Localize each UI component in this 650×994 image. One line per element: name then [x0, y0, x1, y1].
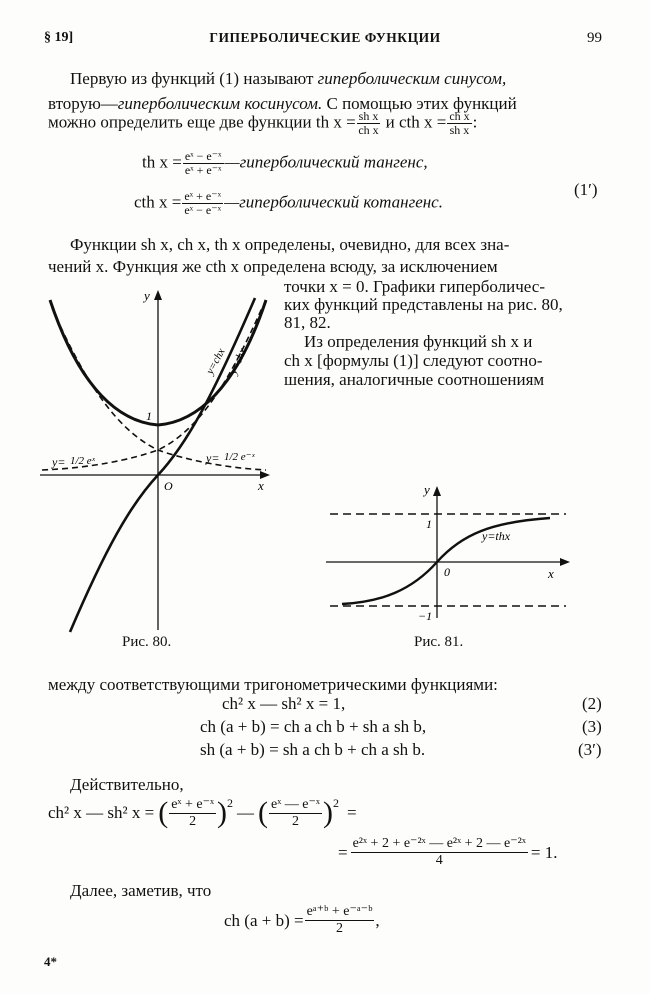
- figure-80: [30, 280, 270, 640]
- fig80-curve-half-exp: [42, 308, 262, 470]
- running-title: ГИПЕРБОЛИЧЕСКИЕ ФУНКЦИИ: [209, 30, 441, 45]
- proof-line-1: ch² x — sh² x = ( $\frac{\text{eˣ + e⁻ˣ}}{2}$ ) $^2$ — ( $\frac{\text{eˣ — e⁻ˣ}}{2}$ ) $^2$ =: [48, 796, 357, 829]
- fig81-y-arrow: [433, 486, 441, 496]
- equation-number-2: (2): [582, 694, 602, 713]
- fig80-one-label: 1: [146, 409, 152, 423]
- equation-number-3p: (3′): [578, 740, 602, 759]
- fig80-label-left-a: y=: [52, 455, 66, 469]
- equation-number-1p: (1′): [574, 180, 598, 199]
- further-line: Далее, заметив, что: [70, 881, 212, 900]
- fig81-x-label: x: [548, 566, 554, 581]
- fig80-label-sh: y=shx: [227, 346, 249, 377]
- para2-line-2: чений x. Функция же cth x определена всюду, за исключением: [48, 257, 498, 276]
- fig81-minus-one-label: −1: [418, 609, 433, 622]
- para2-line-5: 81, 82.: [284, 313, 331, 332]
- figure-81: [322, 482, 572, 622]
- intro-line-2: вторую—гиперболическим косинусом. С помощью этих функций: [48, 94, 517, 113]
- para2-line-3: точки x = 0. Графики гиперболичес-: [284, 277, 545, 296]
- fig80-y-label: y: [144, 288, 150, 303]
- para2-line-1: Функции sh x, ch x, th x определены, очевидно, для всех зна-: [70, 235, 510, 254]
- para2-line-7: ch x [формулы (1)] следуют соотно-: [284, 351, 543, 370]
- equation-3: ch (a + b) = ch a ch b + sh a sh b,: [200, 717, 427, 736]
- intro-line-1: Первую из функций (1) называют гиперболическим синусом,: [70, 69, 507, 88]
- equation-3p: sh (a + b) = sh a ch b + ch a sh b.: [200, 740, 426, 759]
- section-number: § 19]: [44, 30, 74, 45]
- fig81-curve-th: [342, 518, 550, 604]
- proof-word: Действительно,: [70, 775, 184, 794]
- equation-number-3: (3): [582, 717, 602, 736]
- page-number: 99: [587, 30, 602, 46]
- intro-line-3: можно определить еще две функции th x = $\frac{\text{sh x}}{\text{ch x}}$ и cth x = $\frac{\text{ch x}}{\text{sh x}}$ :: [48, 109, 478, 137]
- fig81-origin-label: 0: [444, 565, 450, 579]
- para3-line: между соответствующими тригонометрическими функциями:: [48, 675, 498, 694]
- fig81-x-arrow: [560, 558, 570, 566]
- equation-2: ch² x — sh² x = 1,: [222, 694, 346, 713]
- fig80-caption: Рис. 80.: [122, 634, 172, 650]
- proof-line-2: = $\frac{\text{e²ˣ + 2 + e⁻²ˣ — e²ˣ + 2 — e⁻²ˣ}}{4}$ = 1.: [338, 836, 558, 868]
- para2-line-8: шения, аналогичные соотношениям: [284, 370, 545, 389]
- fig80-origin-label: O: [164, 479, 173, 493]
- fig81-caption: Рис. 81.: [414, 634, 464, 650]
- th-definition: th x = $\frac{\text{eˣ − e⁻ˣ}}{\text{eˣ + e⁻ˣ}}$ —гиперболический тангенс,: [142, 149, 428, 177]
- para2-line-6: Из определения функций sh x и: [304, 332, 533, 351]
- fig80-label-right-a: y=: [206, 451, 220, 465]
- fig80-label-left-b: 1/2 eˣ: [70, 455, 95, 467]
- cth-definition: cth x = $\frac{\text{eˣ + e⁻ˣ}}{\text{eˣ − e⁻ˣ}}$ —гиперболический котангенс.: [134, 189, 443, 217]
- fig80-curve-half-exp-neg: [52, 308, 266, 470]
- fig80-label-ch: y=chx: [204, 346, 228, 377]
- fig80-x-label: x: [258, 478, 264, 493]
- fig81-y-label: y: [424, 482, 430, 497]
- para2-line-4: ких функций представлены на рис. 80,: [284, 295, 563, 314]
- fig80-y-arrow: [154, 290, 162, 300]
- signature-mark: 4*: [44, 954, 57, 969]
- further-equation: ch (a + b) = $\frac{\text{eᵃ⁺ᵇ + e⁻ᵃ⁻ᵇ}}{2}$ ,: [224, 904, 380, 936]
- fig81-one-label: 1: [426, 517, 432, 531]
- fig81-label-th: y=thx: [482, 529, 511, 543]
- fig80-label-right-b: 1/2 e⁻ˣ: [224, 451, 255, 463]
